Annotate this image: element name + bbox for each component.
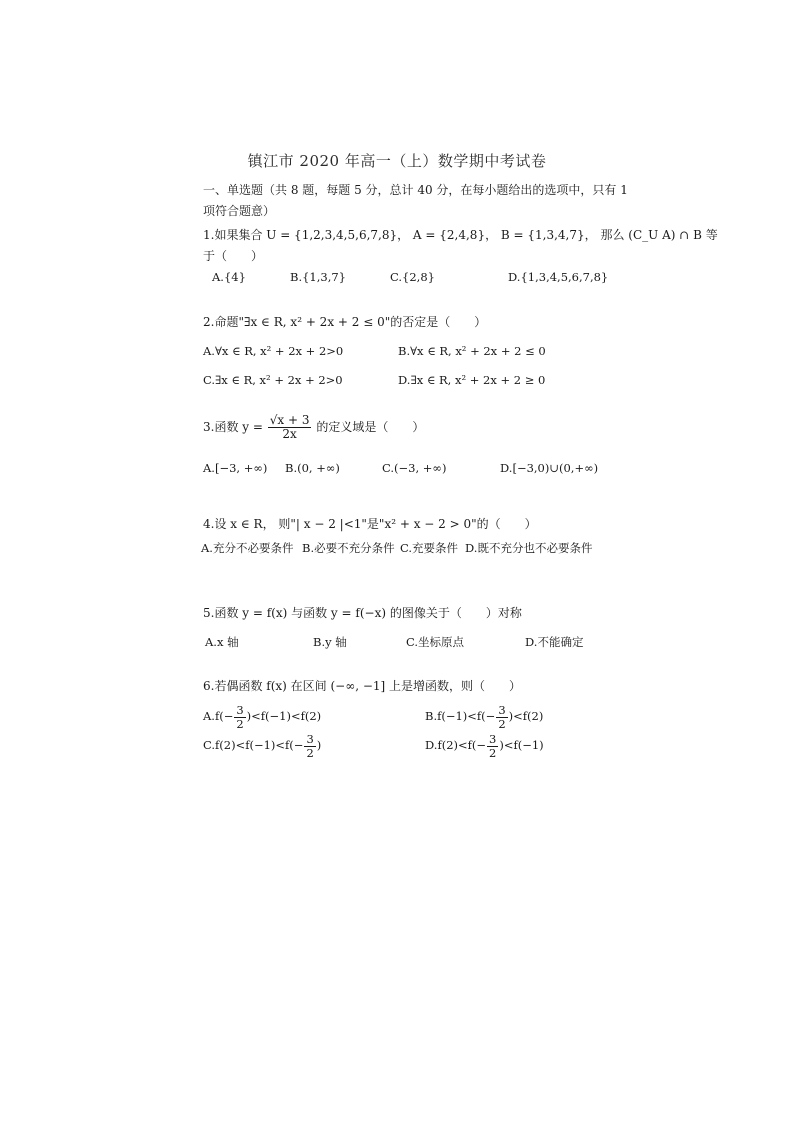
question-3-option-b: B.(0, +∞) — [285, 461, 340, 475]
question-6-stem: 6.若偶函数 f(x) 在区间 (−∞, −1] 上是增函数，则（ ） — [203, 679, 522, 693]
question-6-option-b — [425, 704, 543, 730]
question-6-option-c — [203, 733, 321, 759]
question-2-option-b: B.∀x ∈ R, x² + 2x + 2 ≤ 0 — [398, 344, 546, 358]
question-1-option-b: B.{1,3,7} — [290, 270, 347, 284]
question-2-stem: 2.命题"∃x ∈ R, x² + 2x + 2 ≤ 0"的否定是（ ） — [203, 315, 487, 329]
question-5-option-c: C.坐标原点 — [406, 635, 465, 649]
question-1-stem-cont: 于（ ） — [203, 249, 264, 263]
question-1-option-c: C.{2,8} — [390, 270, 435, 284]
option-c-numerator: 3 — [306, 732, 314, 746]
question-4-option-c: C.充要条件 — [400, 541, 459, 555]
question-5-option-b: B.y 轴 — [313, 635, 347, 649]
option-b-numerator: 3 — [498, 703, 506, 717]
option-c-suffix: ) — [316, 738, 322, 753]
option-d-denominator: 2 — [489, 745, 497, 760]
question-6-option-a — [203, 704, 321, 730]
option-a-numerator: 3 — [236, 703, 244, 717]
question-3-stem — [203, 414, 424, 441]
question-1-stem: 1.如果集合 U = {1,2,3,4,5,6,7,8}， A = {2,4,8}， B = {1,3,4,7}， 那么 (C_U A) ∩ B 等 — [203, 228, 718, 242]
option-a-suffix: )<f(−1)<f(2) — [246, 709, 322, 724]
question-2-option-c: C.∃x ∈ R, x² + 2x + 2>0 — [203, 373, 343, 387]
question-2-option-a: A.∀x ∈ R, x² + 2x + 2>0 — [203, 344, 344, 358]
option-b-prefix: B.f(−1)<f(− — [425, 709, 496, 724]
question-2-option-d: D.∃x ∈ R, x² + 2x + 2 ≥ 0 — [398, 373, 546, 387]
question-4-option-b: B.必要不充分条件 — [302, 541, 395, 555]
question-3-option-d: D.[−3,0)∪(0,+∞) — [500, 461, 599, 475]
question-3-option-c: C.(−3, +∞) — [382, 461, 447, 475]
question-3-fraction-numerator: √x + 3 — [269, 413, 310, 427]
section-heading: 一、单选题（共 8 题，每题 5 分，总计 40 分，在每小题给出的选项中，只有 1 — [203, 183, 628, 197]
question-3-stem-suffix: 的定义域是（ ） — [316, 420, 425, 435]
question-5-stem: 5.函数 y = f(x) 与函数 y = f(−x) 的图像关于（ ）对称 — [203, 606, 522, 620]
question-3-stem-prefix: 3.函数 y = — [203, 420, 263, 435]
option-b-suffix: )<f(2) — [508, 709, 544, 724]
question-4-option-a: A.充分不必要条件 — [201, 541, 294, 555]
question-1-option-d: D.{1,3,4,5,6,7,8} — [508, 270, 609, 284]
question-3-fraction-denominator: 2x — [282, 427, 297, 442]
option-b-denominator: 2 — [498, 716, 506, 731]
question-5-option-d: D.不能确定 — [525, 635, 584, 649]
question-3-option-a: A.[−3, +∞) — [203, 461, 268, 475]
question-5-option-a: A.x 轴 — [205, 635, 239, 649]
question-4-option-d: D.既不充分也不必要条件 — [465, 541, 593, 555]
question-4-stem: 4.设 x ∈ R， 则"| x − 2 |<1"是"x² + x − 2 > 0"的（ ） — [203, 517, 537, 531]
section-heading-cont: 项符合题意） — [203, 204, 276, 218]
page-title: 镇江市 2020 年高一（上）数学期中考试卷 — [247, 152, 547, 170]
option-a-prefix: A.f(− — [203, 709, 234, 724]
question-6-option-d — [425, 733, 544, 759]
question-3-fraction — [268, 414, 312, 441]
option-d-suffix: )<f(−1) — [499, 738, 544, 753]
question-1-option-a: A.{4} — [212, 270, 246, 284]
option-a-denominator: 2 — [236, 716, 244, 731]
option-d-numerator: 3 — [489, 732, 497, 746]
option-c-prefix: C.f(2)<f(−1)<f(− — [203, 738, 304, 753]
option-d-prefix: D.f(2)<f(− — [425, 738, 487, 753]
option-c-denominator: 2 — [306, 745, 314, 760]
